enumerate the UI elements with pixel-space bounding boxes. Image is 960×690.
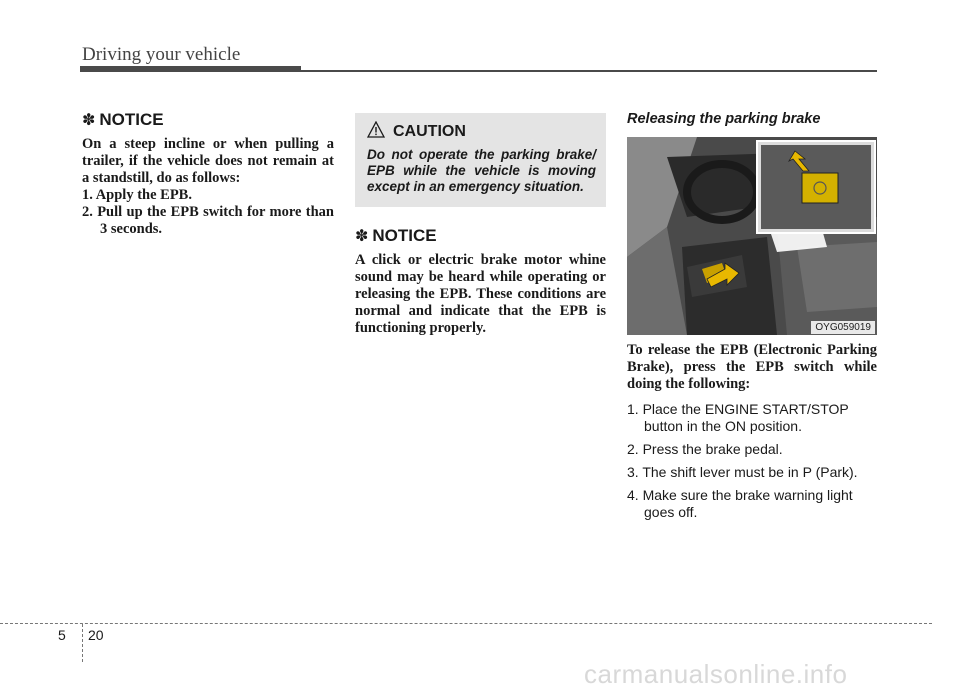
caution-title: CAUTION	[393, 123, 466, 140]
release-heading: Releasing the parking brake	[627, 111, 821, 127]
list-item: 2. Press the brake pedal.	[627, 441, 783, 457]
caution-text: Do not operate the parking brake/ EPB while the vehicle is moving except in an emergency situation.	[367, 147, 596, 194]
image-code: OYG059019	[811, 321, 875, 334]
notice-left-steps	[82, 187, 334, 238]
warning-triangle-icon	[367, 121, 385, 143]
notice-left-title: NOTICE	[99, 110, 164, 129]
list-item: 3. The shift lever must be in P (Park).	[627, 464, 858, 480]
list-item: 4. Make sure the brake warning light goes off.	[627, 487, 853, 520]
notice-left-heading	[82, 110, 334, 130]
footer-rule	[0, 623, 932, 624]
notice-middle-title: NOTICE	[372, 226, 437, 245]
header-rule-thick	[80, 66, 301, 72]
middle-column	[355, 113, 606, 337]
release-steps	[627, 401, 877, 521]
list-item: 1. Apply the EPB.	[82, 187, 192, 203]
epb-location-photo	[627, 137, 877, 335]
list-item: 1. Place the ENGINE START/STOP button in the ON position.	[627, 401, 849, 434]
release-section	[627, 111, 877, 527]
star-icon: ✽	[82, 112, 96, 129]
page-number: 20	[88, 627, 104, 643]
notice-middle	[355, 226, 606, 337]
notice-left	[82, 110, 334, 238]
caution-box	[355, 113, 606, 207]
caution-heading	[367, 121, 596, 143]
star-icon: ✽	[355, 228, 369, 245]
page-header-title: Driving your vehicle	[82, 44, 241, 65]
release-intro: To release the EPB (Electronic Parking Brake), press the EPB switch while doing the following:	[627, 342, 877, 392]
car-interior-illustration	[627, 137, 877, 335]
header-rule-thin	[301, 70, 877, 72]
footer-divider	[82, 624, 83, 662]
notice-left-intro: On a steep incline or when pulling a trailer, if the vehicle does not remain at a standstill, do as follows:	[82, 136, 334, 186]
watermark: carmanualsonline.info	[584, 659, 848, 689]
section-number: 5	[58, 627, 66, 643]
list-item: 2. Pull up the EPB switch for more than 3 seconds.	[82, 204, 334, 237]
notice-middle-text: A click or electric brake motor whine sound may be heard while operating or releasing the EPB. These conditions are normal and indicate that the EPB is functioning properly.	[355, 252, 606, 336]
notice-middle-heading	[355, 226, 606, 246]
